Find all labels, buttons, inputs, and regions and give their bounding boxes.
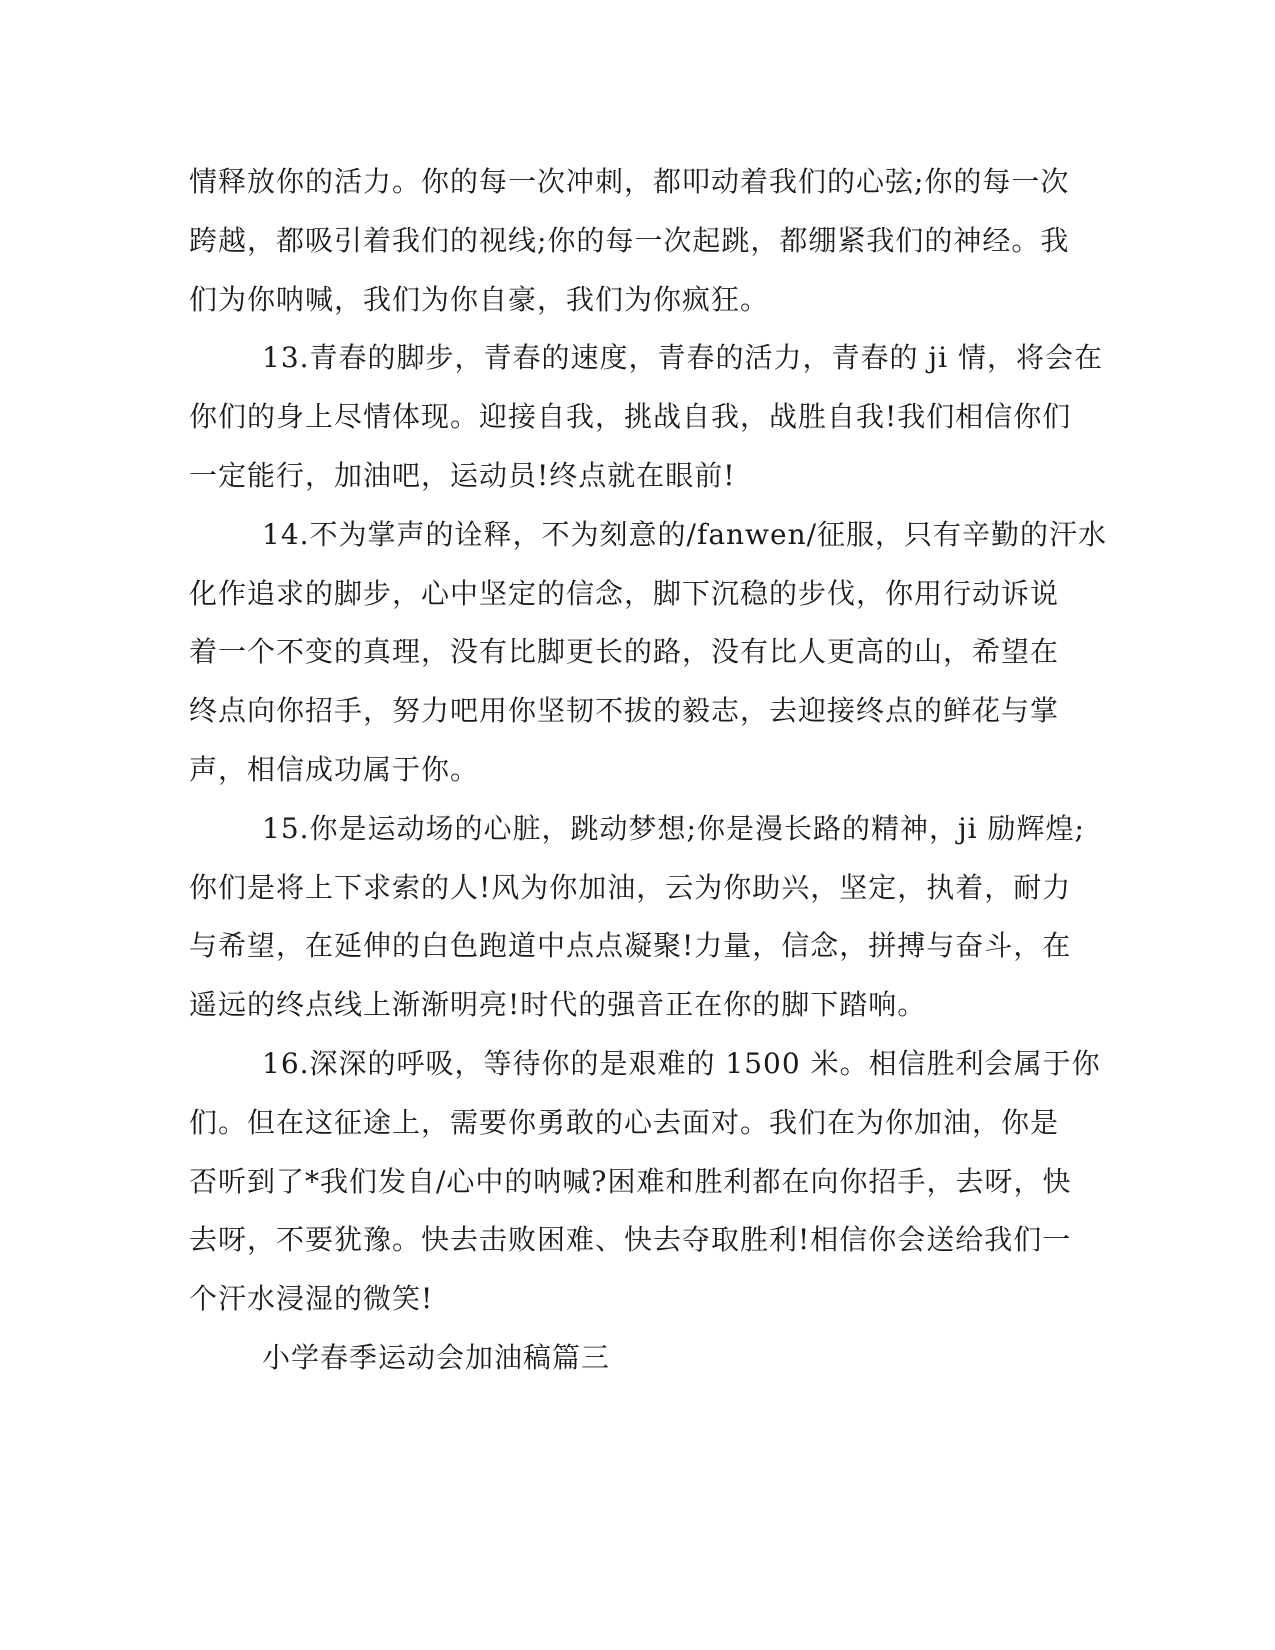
paragraph-line: 与希望，在延伸的白色跑道中点点凝聚!力量，信念，拼搏与奋斗，在	[189, 929, 1072, 962]
paragraph-line: 化作追求的脚步，心中坚定的信念，脚下沉稳的步伐，你用行动诉说	[189, 577, 1060, 610]
paragraph-line: 们。但在这征途上，需要你勇敢的心去面对。我们在为你加油，你是	[189, 1106, 1060, 1139]
paragraph-line: 着一个不变的真理，没有比脚更长的路，没有比人更高的山，希望在	[189, 635, 1060, 668]
paragraph-line: 终点向你招手，努力吧用你坚韧不拔的毅志，去迎接终点的鲜花与掌	[189, 694, 1060, 727]
paragraph-line: 情释放你的活力。你的每一次冲刺，都叩动着我们的心弦;你的每一次	[189, 165, 1070, 198]
paragraph-line: 否听到了*我们发自/心中的呐喊?困难和胜利都在向你招手，去呀，快	[189, 1165, 1072, 1198]
paragraph-line: 个汗水浸湿的微笑!	[189, 1282, 434, 1315]
paragraph-14-start: 14.不为掌声的诠释，不为刻意的/fanwen/征服，只有辛勤的汗水	[262, 518, 1108, 551]
section-heading: 小学春季运动会加油稿篇三	[262, 1341, 611, 1374]
paragraph-line: 声，相信成功属于你。	[189, 753, 480, 786]
paragraph-line: 你们是将上下求索的人!风为你加油，云为你助兴，坚定，执着，耐力	[189, 871, 1072, 904]
paragraph-line: 去呀，不要犹豫。快去击败困难、快去夺取胜利!相信你会送给我们一	[189, 1223, 1072, 1256]
paragraph-15-start: 15.你是运动场的心脏，跳动梦想;你是漫长路的精神，ji 励辉煌;	[262, 812, 1085, 845]
paragraph-line: 遥远的终点线上渐渐明亮!时代的强音正在你的脚下踏响。	[189, 988, 927, 1021]
paragraph-line: 跨越，都吸引着我们的视线;你的每一次起跳，都绷紧我们的神经。我	[189, 224, 1070, 257]
paragraph-line: 你们的身上尽情体现。迎接自我，挑战自我，战胜自我!我们相信你们	[189, 400, 1072, 433]
paragraph-16-start: 16.深深的呼吸，等待你的是艰难的 1500 米。相信胜利会属于你	[262, 1047, 1101, 1080]
paragraph-line: 们为你呐喊，我们为你自豪，我们为你疯狂。	[189, 283, 770, 316]
paragraph-line: 一定能行，加油吧，运动员!终点就在眼前!	[189, 459, 736, 492]
paragraph-13-start: 13.青春的脚步，青春的速度，青春的活力，青春的 ji 情，将会在	[262, 341, 1103, 374]
